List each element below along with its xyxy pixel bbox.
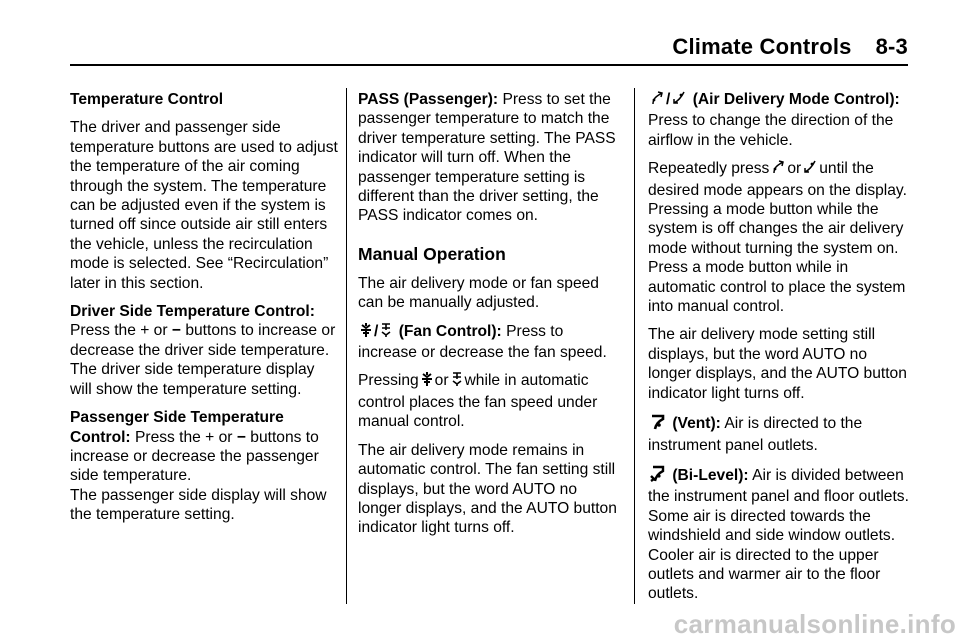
page-number: 8-3 — [875, 34, 908, 59]
header-rule — [70, 64, 908, 66]
passenger-temperature-label: Passenger Side Temperature Control: — [70, 409, 284, 446]
column-3 — [648, 90, 912, 613]
vent-label: (Vent): — [672, 415, 721, 433]
bilevel-paragraph — [648, 464, 912, 604]
bilevel-label: (Bi-Level): — [672, 466, 749, 484]
or-word: or — [434, 372, 449, 390]
temperature-control-paragraph: The driver and passenger side temperature buttons are used to adjust the temperature of the air coming through the system. The temperature can be adjusted even if the system is turned off since outside air still enters the vehicle, unless the recirculation mode is selected. See “Recirculation” later in this section. — [70, 119, 338, 292]
watermark: carmanualsonline.info — [673, 609, 956, 639]
or-word: or — [787, 160, 802, 178]
pass-paragraph — [358, 90, 622, 226]
pressing-paragraph — [358, 371, 622, 431]
driver-text-b: buttons to increase or decrease the driver side temperature. The driver side temperature display will show the temperature setting. — [70, 322, 336, 398]
fan-down-icon — [380, 322, 392, 343]
passenger-text-c: The passenger side display will show the temperature setting. — [70, 486, 327, 524]
repeatedly-paragraph — [648, 159, 912, 316]
column-divider — [634, 88, 635, 604]
mode-setting-paragraph: The air delivery mode setting still displays, but the word AUTO no longer displays, and the AUTO button indicator light turns off. — [648, 326, 907, 402]
manual-paragraph: The air delivery mode or fan speed can be manually adjusted. — [358, 274, 599, 312]
air-delivery-text: Press to change the direction of the airflow in the vehicle. — [648, 112, 894, 149]
fan-control-label: (Fan Control): — [398, 322, 502, 340]
column-2 — [358, 90, 622, 547]
air-delivery-paragraph — [648, 90, 912, 150]
fan-up-icon — [360, 322, 372, 343]
passenger-text-a: Press the + or — [134, 428, 233, 446]
column-divider — [346, 88, 347, 604]
mode-down-icon — [803, 159, 817, 180]
passenger-temperature-paragraph — [70, 408, 338, 524]
fan-control-paragraph — [358, 322, 622, 363]
pass-text: Press to set the passenger temperature to match the driver temperature setting. The PASS indicator will turn off. When the passenger temperature setting is different than the driver setting, the PASS indicator comes on. — [358, 91, 616, 225]
minus-symbol: − — [236, 428, 246, 446]
pressing-text: while in automatic control places the fan speed under manual control. — [358, 372, 598, 431]
page-header — [672, 34, 908, 60]
bilevel-text: Air is divided between the instrument panel and floor outlets. Some air is directed towards the windshield and side window outlets. Cooler air is directed to the upper outlets and warmer air to the floor outlets. — [648, 466, 909, 603]
passenger-text-b: buttons to increase or decrease the passenger side temperature. — [70, 428, 319, 485]
vent-icon — [650, 412, 666, 435]
fan-up-icon — [421, 371, 433, 392]
bilevel-icon — [650, 464, 666, 487]
remains-paragraph: The air delivery mode remains in automatic control. The fan setting still displays, but the word AUTO no longer displays, and the AUTO button indicator light turns off. — [358, 441, 617, 537]
driver-temperature-label: Driver Side Temperature Control: — [70, 303, 315, 321]
repeatedly-text-a: Repeatedly press — [648, 160, 770, 178]
vent-paragraph — [648, 412, 912, 455]
fan-down-icon — [451, 371, 463, 392]
temperature-control-heading: Temperature Control — [70, 91, 224, 108]
slash: / — [374, 322, 379, 340]
fan-control-text: Press to increase or decrease the fan speed. — [358, 322, 607, 362]
slash: / — [666, 91, 671, 108]
mode-up-icon — [650, 90, 664, 111]
pressing-word: Pressing — [358, 372, 419, 390]
repeatedly-text-b: until the desired mode appears on the display. Pressing a mode button while the system is off changes the air delivery mode without turning the system on. Press a mode button while in automatic control to place the system into manual control. — [648, 160, 907, 316]
mode-down-icon — [672, 90, 686, 111]
manual-operation-heading: Manual Operation — [358, 243, 506, 264]
vent-text: Air is directed to the instrument panel outlets. — [648, 415, 863, 454]
driver-temperature-paragraph — [70, 302, 338, 399]
air-delivery-label: (Air Delivery Mode Control): — [692, 91, 900, 108]
pass-label: PASS (Passenger): — [358, 91, 499, 108]
minus-symbol: − — [171, 322, 181, 340]
mode-up-icon — [771, 159, 785, 180]
driver-text-a: Press the + or — [70, 322, 168, 340]
section-title: Climate Controls — [672, 34, 852, 59]
column-1 — [70, 90, 338, 534]
